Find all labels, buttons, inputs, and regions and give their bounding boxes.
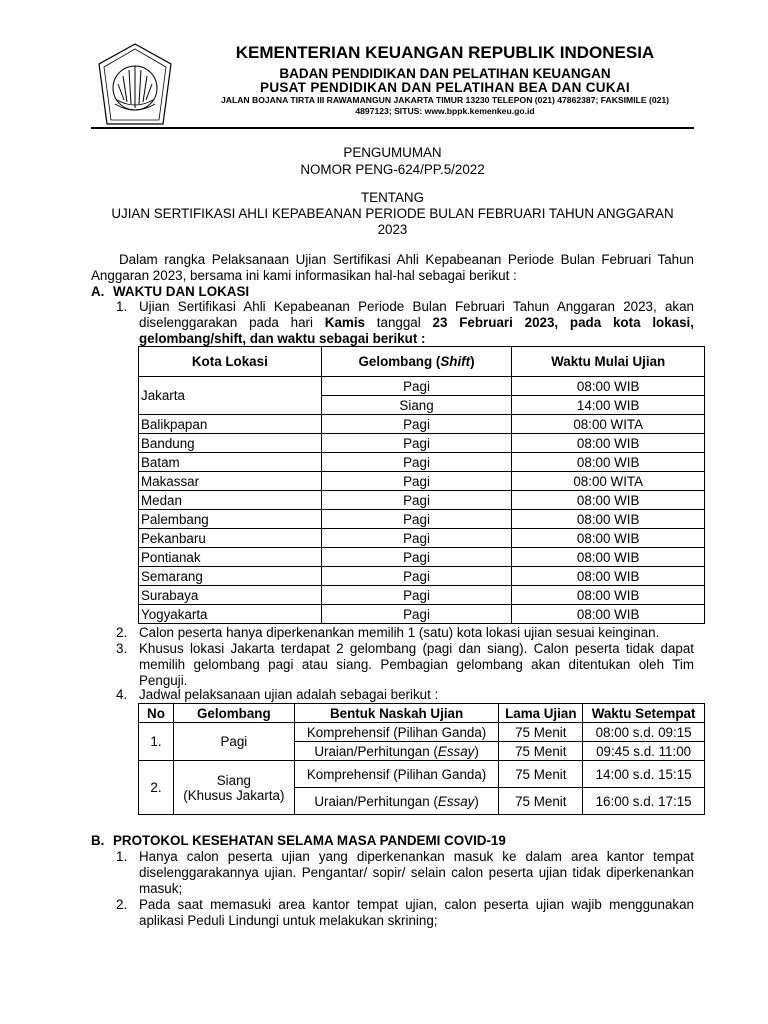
table-row [139,377,705,396]
wave-cell: Pagi [321,415,512,434]
wave-cell: Pagi [321,567,512,586]
city-cell: Bandung [139,434,322,453]
time-cell: 08:00 WIB [512,586,705,605]
table-row [139,723,705,742]
table-row [139,415,705,434]
header-wave [321,347,512,377]
section-a-title: WAKTU DAN LOKASI [113,284,250,299]
time-cell: 08:00 WIB [512,510,705,529]
form-italic: Essay [437,793,475,809]
subject-line-1: UJIAN SERTIFIKASI AHLI KEPABEANAN PERIODE BULAN FEBRUARI TAHUN ANGGARAN [111,206,674,221]
wave-cell: Pagi [321,586,512,605]
agency-name: BADAN PENDIDIKAN DAN PELATIHAN KEUANGAN [279,66,611,81]
announcement-number: NOMOR PENG-624/PP.5/2022 [300,162,485,177]
a-item-1-part-1: Ujian Sertifikasi Ahli Kepabeanan Periode Bulan Februari Tahun Anggaran 2023, akan diselenggarakan pada hari [139,299,694,330]
wave-cell: Siang [321,396,512,415]
duration-cell: 75 Menit [499,742,583,761]
wave-cell: Pagi [173,723,294,761]
wave-cell: Pagi [321,377,512,396]
city-cell: Makassar [139,472,322,491]
header-wave: Gelombang [173,704,294,723]
form-cell: Komprehensif (Pilihan Ganda) [294,723,499,742]
table-row [139,548,705,567]
table-row [139,605,705,624]
time-cell: 08:00 WITA [512,472,705,491]
wave-cell: Pagi [321,510,512,529]
table-row [139,529,705,548]
duration-cell: 75 Menit [499,788,583,815]
a-item-1-date-location: 23 Februari 2023, pada kota lokasi, gelombang/shift, dan waktu sebagai berikut : [139,315,694,346]
section-b-title: PROTOKOL KESEHATAN SELAMA MASA PANDEMI COVID-19 [113,833,506,848]
b-item-2-number: 2. [116,897,128,912]
time-cell: 16:00 s.d. 17:15 [583,788,705,815]
center-name: PUSAT PENDIDIKAN DAN PELATIHAN BEA DAN CUKAI [260,80,630,95]
city-cell: Batam [139,453,322,472]
time-cell: 08:00 s.d. 09:15 [583,723,705,742]
b-item-2-text: Pada saat memasuki area kantor tempat ujian, calon peserta ujian wajib menggunakan aplikasi Peduli Lindungi untuk melakukan skrining; [139,897,694,928]
time-cell: 08:00 WIB [512,567,705,586]
wave-cell: Pagi [321,529,512,548]
header-wave-suffix: ) [470,354,475,369]
duration-cell: 75 Menit [499,761,583,788]
duration-cell: 75 Menit [499,723,583,742]
a-item-3-text: Khusus lokasi Jakarta terdapat 2 gelombang (pagi dan siang). Calon peserta tidak dapat memilih gelombang pagi atau siang. Pembagian gelombang akan ditentukan oleh Tim Penguji. [139,641,694,688]
a-item-4-number: 4. [116,687,128,702]
city-cell: Medan [139,491,322,510]
time-cell: 14:00 WIB [512,396,705,415]
ministry-name: KEMENTERIAN KEUANGAN REPUBLIK INDONESIA [235,43,655,62]
city-cell: Palembang [139,510,322,529]
table-row [139,567,705,586]
b-item-1-number: 1. [116,849,128,864]
header-wave-italic: Shift [440,354,471,369]
time-cell: 08:00 WIB [512,491,705,510]
no-cell: 1. [139,723,174,761]
form-prefix: Uraian/Perhitungan ( [314,743,438,759]
a-item-2-number: 2. [116,625,128,640]
address-line-2: 4897123; SITUS: www.bppk.kemenkeu.go.id [355,106,535,116]
header-local-time: Waktu Setempat [583,704,705,723]
no-cell: 2. [139,761,174,815]
letterhead-divider [91,127,694,129]
wave-cell: Pagi [321,472,512,491]
time-cell: 08:00 WIB [512,605,705,624]
a-item-1-number: 1. [116,299,128,314]
form-cell [294,788,499,815]
form-cell: Komprehensif (Pilihan Ganda) [294,761,499,788]
schedule-table [138,703,705,815]
table-row [139,586,705,605]
time-cell: 08:00 WIB [512,548,705,567]
table-row [139,510,705,529]
time-cell: 08:00 WIB [512,434,705,453]
time-cell: 09:45 s.d. 11:00 [583,742,705,761]
schedule-table-header [139,704,705,723]
wave-cell: Pagi [321,548,512,567]
table-row [139,472,705,491]
a-item-1-part-2: tanggal [365,315,433,330]
time-cell: 08:00 WIB [512,529,705,548]
wave-cell [173,761,294,815]
intro-paragraph: Dalam rangka Pelaksanaan Ujian Sertifikasi Ahli Kepabeanan Periode Bulan Februari Tahun Anggaran 2023, bersama ini kami informasikan hal-hal sebagai berikut : [91,252,694,283]
form-cell [294,742,499,761]
location-table [138,346,705,624]
announcement-about: TENTANG [361,190,424,205]
city-cell: Pekanbaru [139,529,322,548]
time-cell: 08:00 WIB [512,453,705,472]
wave-line-2: (Khusus Jakarta) [183,787,285,803]
b-item-1-text: Hanya calon peserta ujian yang diperkenankan masuk ke dalam area kantor tempat diselenggarakannya ujian. Pengantar/ sopir/ selain calon peserta ujian tidak diperkenankan masuk; [139,849,694,896]
wave-cell: Pagi [321,605,512,624]
city-cell: Semarang [139,567,322,586]
header-duration: Lama Ujian [499,704,583,723]
table-row [139,761,705,788]
form-italic: Essay [437,743,475,759]
time-cell: 14:00 s.d. 15:15 [583,761,705,788]
location-table-header [139,347,705,377]
a-item-1-text [139,299,694,347]
header-wave-prefix: Gelombang ( [358,354,441,369]
announcement-heading: PENGUMUMAN [343,145,442,160]
city-cell: Yogyakarta [139,605,322,624]
city-cell: Balikpapan [139,415,322,434]
address-line-1: JALAN BOJANA TIRTA III RAWAMANGUN JAKARTA TIMUR 13230 TELEPON (021) 47862387; FAKSIMILE (021) [220,95,670,105]
a-item-4-text: Jadwal pelaksanaan ujian adalah sebagai berikut : [139,687,439,702]
table-row [139,453,705,472]
table-row [139,491,705,510]
form-suffix: ) [474,743,479,759]
header-exam-form: Bentuk Naskah Ujian [294,704,499,723]
header-no: No [139,704,174,723]
table-row [139,434,705,453]
wave-cell: Pagi [321,434,512,453]
wave-line-1: Siang [216,772,251,788]
wave-cell: Pagi [321,491,512,510]
time-cell: 08:00 WITA [512,415,705,434]
a-item-2-text: Calon peserta hanya diperkenankan memilih 1 (satu) kota lokasi ujian sesuai keinginan. [139,625,660,640]
section-b-marker: B. [91,833,105,848]
wave-cell: Pagi [321,453,512,472]
form-prefix: Uraian/Perhitungan ( [314,793,438,809]
city-cell: Pontianak [139,548,322,567]
ministry-emblem-icon [97,42,173,128]
form-suffix: ) [474,793,479,809]
section-a-marker: A. [91,284,105,299]
header-city: Kota Lokasi [139,347,322,377]
a-item-1-day: Kamis [324,315,365,330]
city-cell: Jakarta [139,377,322,415]
letterhead-address [205,95,685,117]
a-item-3-number: 3. [116,641,128,656]
city-cell: Surabaya [139,586,322,605]
header-start-time: Waktu Mulai Ujian [512,347,705,377]
time-cell: 08:00 WIB [512,377,705,396]
subject-line-2: 2023 [377,222,408,237]
